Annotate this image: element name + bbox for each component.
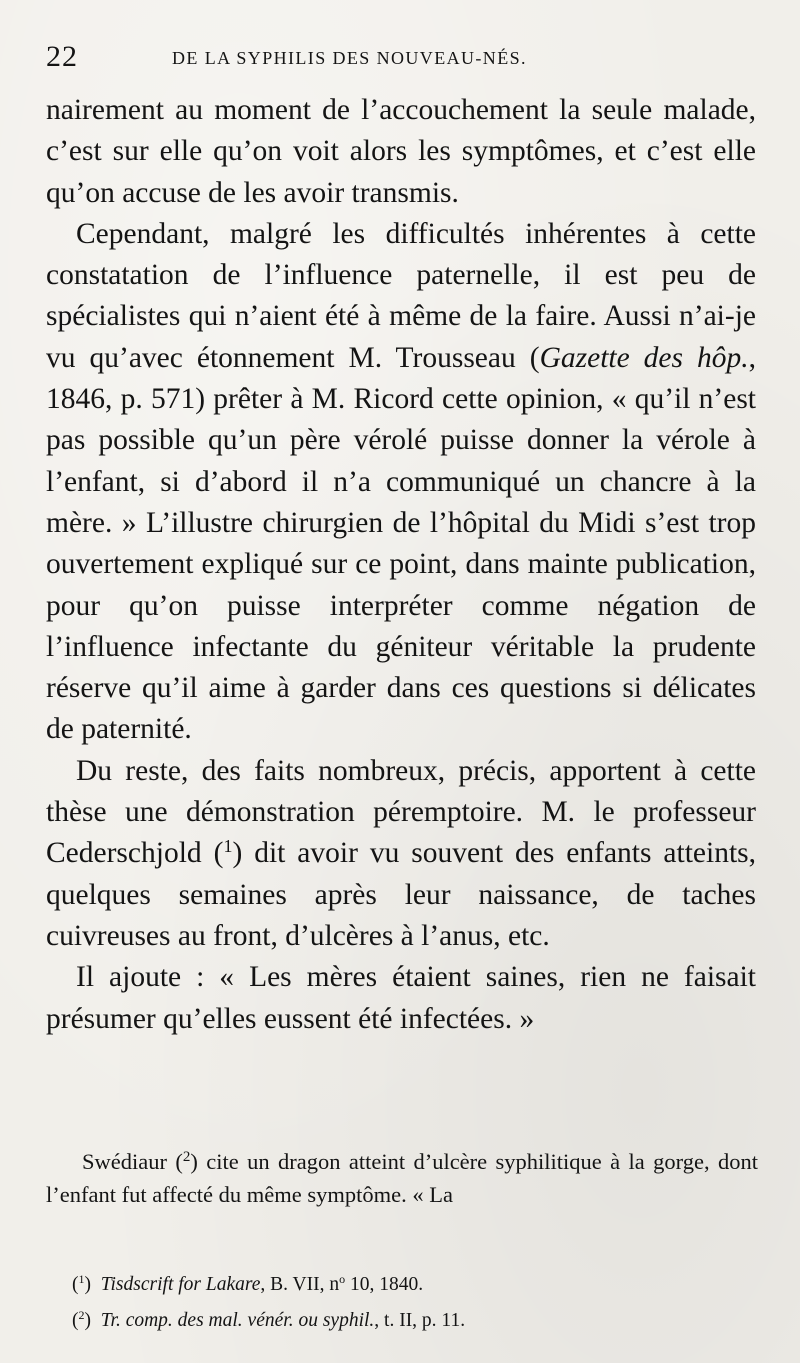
- footnote-2-mark: 2: [78, 1308, 85, 1322]
- footnote-1-tail: 10, 1840.: [345, 1274, 424, 1295]
- footnote-1: ($^1$) Tisdscrift for Lakare, B. VII, $n^o$ 10, 1840.: [72, 1272, 424, 1295]
- footnote-1-rest: , B. VII, n: [260, 1274, 340, 1295]
- footnote-1-mark: 1: [78, 1272, 85, 1286]
- main-text: [46, 90, 756, 1040]
- paragraph-1-text: nairement au moment de l’accouchement la seule malade, c’est sur elle qu’on voit alors les symptômes, et c’est elle qu’on accuse de les avoir transmis.: [46, 94, 756, 209]
- paragraph-5-text-a: Swédiaur (: [82, 1149, 183, 1174]
- footnote-ref-2: 2: [182, 1149, 191, 1165]
- paragraph-3-text-a: Du reste, des faits nombreux, précis, apportent à cette thèse une démonstration péremptoire. M. le professeur Cederschjold (: [46, 754, 756, 870]
- paragraph-2-text-c: , 1846, p. 571) prêter à M. Ricord cette opinion, « qu’il n’est pas possible qu’un père vérolé puisse donner la vérole à l’enfant, si d’abord il n’a communiqué un chancre à la mère. » L’illustre chirurgien de l’hôpital du Midi s’est trop ouvertement expliqué sur ce point, dans mainte publication, pour qu’on puisse interpréter comme négation de l’influence infectante du géniteur véritable la prudente réserve qu’il aime à garder dans ces questions si délicates de paternité.: [46, 341, 756, 746]
- paragraph-5-text-b: ) cite un dragon atteint d’ulcère syphilitique à la gorge, dont l’enfant fut affecté du même symptôme. « La: [46, 1149, 758, 1207]
- paragraph-1: [46, 90, 756, 214]
- footnote-2-title: Tr. comp. des mal. vénér. ou syphil.: [100, 1310, 375, 1331]
- footnote-1-title: Tisdscrift for Lakare: [100, 1274, 261, 1295]
- journal-title: Gazette des hôp.: [539, 341, 749, 374]
- running-title: DE LA SYPHILIS DES NOUVEAU-NÉS.: [172, 48, 527, 68]
- footnotes: [72, 1264, 762, 1336]
- paragraph-4: [46, 957, 756, 1040]
- paragraph-2-text-a: Cependant, malgré les difficultés inhérentes à cette constatation de l’influence paternelle, il est peu de spécialistes qui n’aient été à même de la faire. Aussi n’ai-je vu qu’avec étonnement M. Trousseau (: [46, 217, 756, 374]
- page-number: 22: [46, 40, 78, 73]
- small-text-block: [46, 1145, 758, 1211]
- page-header: [46, 40, 756, 74]
- footnote-1-ordinal: o: [339, 1272, 346, 1286]
- paragraph-4-text: Il ajoute : « Les mères étaient saines, rien ne faisait présumer qu’elles eussent été infectées. »: [46, 961, 756, 1035]
- footnote-2: ($^2$) Tr. comp. des mal. vénér. ou syphil., t. II, p. 11.: [72, 1308, 466, 1331]
- paragraph-3: [46, 751, 756, 957]
- footnote-2-rest: , t. II, p. 11.: [374, 1310, 466, 1331]
- paragraph-2: [46, 214, 756, 751]
- paragraph-3-text-b: ) dit avoir vu souvent des enfants atteints, quelques semaines après leur naissance, de taches cuivreuses au front, d’ulcères à l’anus, etc.: [46, 837, 757, 952]
- paragraph-5: [46, 1145, 758, 1211]
- footnote-ref-1: 1: [223, 836, 233, 857]
